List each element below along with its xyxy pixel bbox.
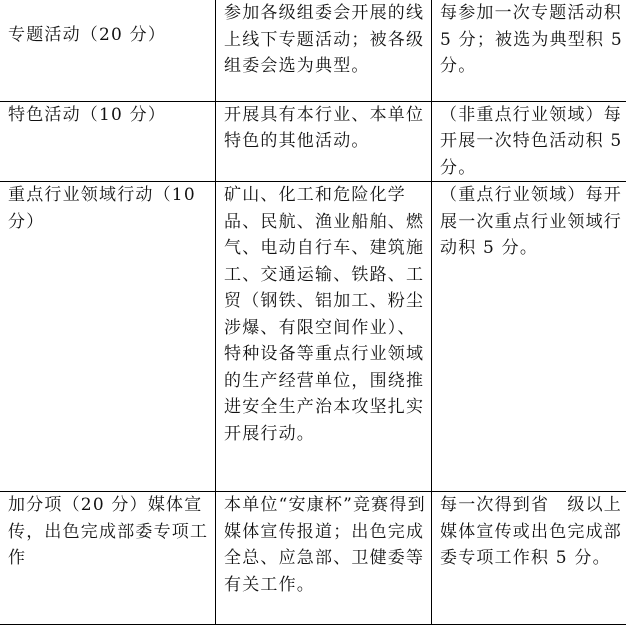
scoring-cell: 每一次得到省 级以上媒体宣传或出色完成部委专项工作积 5 分。: [432, 492, 626, 625]
content-cell: 参加各级组委会开展的线上线下专题活动；被各级组委会选为典型。: [216, 0, 432, 101]
scoring-cell: （非重点行业领域）每开展一次特色活动积 5 分。: [432, 101, 626, 182]
content-cell: 开展具有本行业、本单位特色的其他活动。: [216, 101, 432, 182]
content-cell: 本单位“安康杯”竞赛得到媒体宣传报道；出色完成全总、应急部、卫健委等有关工作。: [216, 492, 432, 625]
scoring-cell: 每参加一次专题活动积 5 分；被选为典型积 5 分。: [432, 0, 626, 101]
table-row: [0, 0, 626, 101]
table-row: [0, 182, 626, 492]
item-cell: 特色活动（10 分）: [0, 101, 216, 182]
item-cell: 重点行业领域行动（10 分）: [0, 182, 216, 492]
item-text: 专题活动（20 分）: [8, 0, 211, 49]
table-row: [0, 492, 626, 625]
table-row: [0, 101, 626, 182]
content-cell: 矿山、化工和危险化学品、民航、渔业船舶、燃气、电动自行车、建筑施工、交通运输、铁路、工贸（钢铁、铝加工、粉尘涉爆、有限空间作业）、特种设备等重点行业领域的生产经营单位，围绕推进安全生产治本攻坚扎实开展行动。: [216, 182, 432, 492]
scoring-cell: （重点行业领域）每开展一次重点行业领域行动积 5 分。: [432, 182, 626, 492]
item-cell: 加分项（20 分）媒体宣传，出色完成部委专项工作: [0, 492, 216, 625]
item-cell: [0, 0, 216, 101]
